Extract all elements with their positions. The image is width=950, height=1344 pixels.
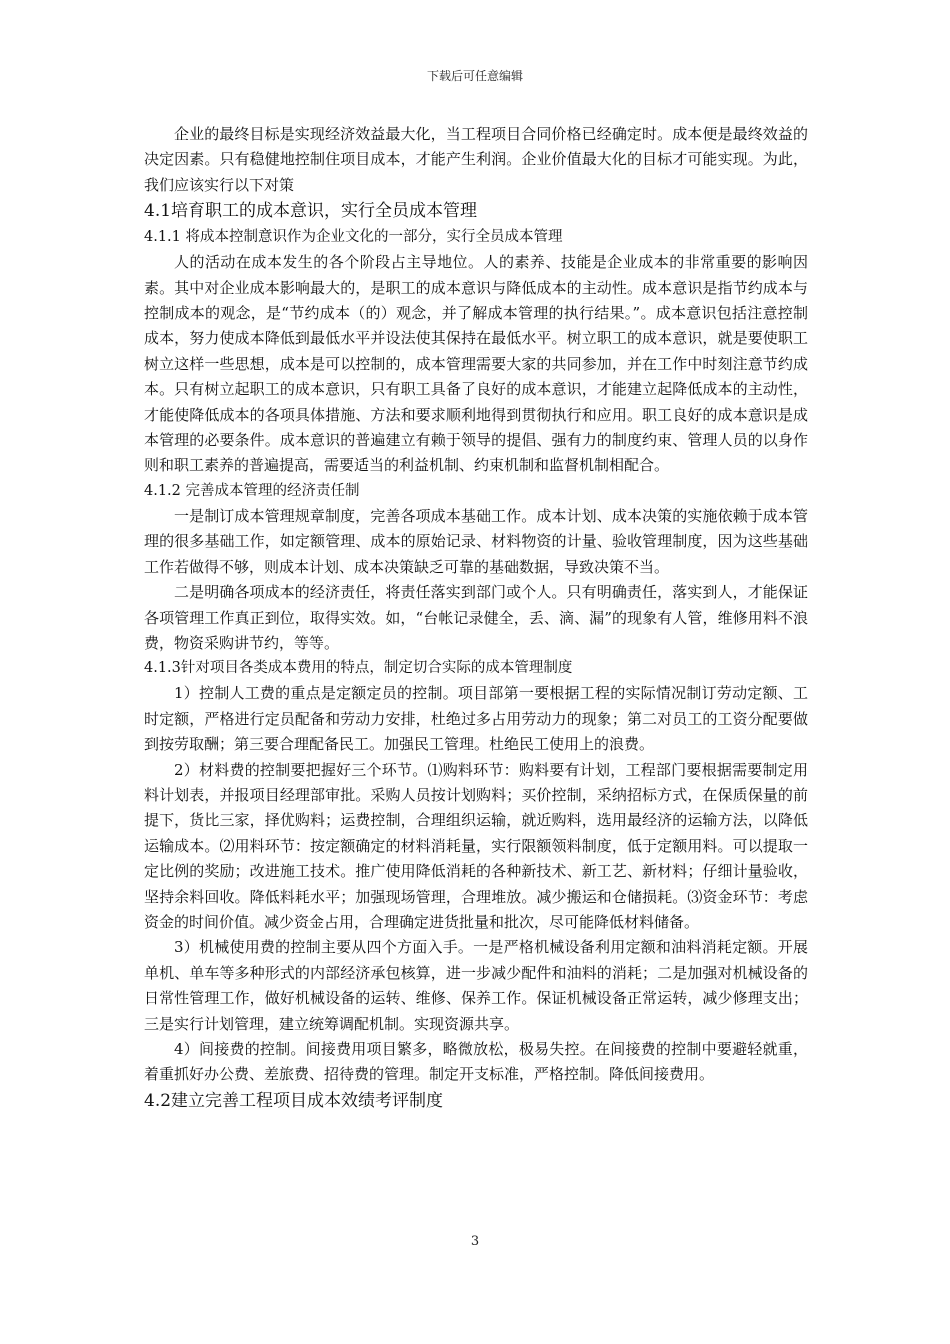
paragraph-rules: 一是制订成本管理规章制度，完善各项成本基础工作。成本计划、成本决策的实施依赖于成本管理的很多基础工作，如定额管理、成本的原始记录、材料物资的计量、验收管理制度，因为这些基础工作若做得不够，则成本计划、成本决策缺乏可靠的基础数据，导致决策不当。 <box>144 506 808 576</box>
paragraph-intro: 企业的最终目标是实现经济效益最大化，当工程项目合同价格已经确定时。成本便是最终效益的决定因素。只有稳健地控制住项目成本，才能产生利润。企业价值最大化的目标才可能实现。为此，我们应该实行以下对策 <box>144 125 808 194</box>
paragraph-labor-cost: 1）控制人工费的重点是定额定员的控制。项目部第一要根据工程的实际情况制订劳动定额、工时定额，严格进行定员配备和劳动力安排，杜绝过多占用劳动力的现象；第二对员工的工资分配要做到按劳取酬；第三要合理配备民工。加强民工管理。杜绝民工使用上的浪费。 <box>144 684 808 754</box>
paragraph-indirect-cost: 4）间接费的控制。间接费用项目繁多，略微放松，极易失控。在间接费的控制中要避轻就重，着重抓好办公费、差旅费、招待费的管理。制定开支标准，严格控制。降低间接费用。 <box>144 1040 808 1084</box>
section-heading-4-2: 4.2建立完善工程项目成本效绩考评制度 <box>144 1090 444 1111</box>
section-heading-4-1: 4.1培育职工的成本意识，实行全员成本管理 <box>144 201 478 222</box>
paragraph-machinery-cost: 3）机械使用费的控制主要从四个方面入手。一是严格机械设备利用定额和油料消耗定额。开展单机、单车等多种形式的内部经济承包核算，进一步减少配件和油料的消耗；二是加强对机械设备的日常性管理工作，做好机械设备的运转、维修、保养工作。保证机械设备正常运转，减少修理支出；三是实行计划管理，建立统筹调配机制。实现资源共享。 <box>144 938 808 1033</box>
paragraph-cost-awareness: 人的活动在成本发生的各个阶段占主导地位。人的素养、技能是企业成本的非常重要的影响因素。其中对企业成本影响最大的，是职工的成本意识与降低成本的主动性。成本意识是指节约成本与控制成本的观念，是“节约成本（的）观念，并了解成本管理的执行结果。”。成本意识包括注意控制成本，努力使成本降低到最低水平并设法使其保持在最低水平。树立职工的成本意识，就是要使职工树立这样一些思想，成本是可以控制的，成本管理需要大家的共同参加，并在工作中时刻注意节约成本。只有树立起职工的成本意识，只有职工具备了良好的成本意识，才能建立起降低成本的主动性，才能使降低成本的各项具体措施、方法和要求顺利地得到贯彻执行和应用。职工良好的成本意识是成本管理的必要条件。成本意识的普遍建立有赖于领导的提倡、强有力的制度约束、管理人员的以身作则和职工素养的普遍提高，需要适当的利益机制、约束机制和监督机制相配合。 <box>144 253 808 475</box>
paragraph-material-cost: 2）材料费的控制要把握好三个环节。⑴购料环节：购料要有计划，工程部门要根据需要制定用料计划表，并报项目经理部审批。采购人员按计划购料；买价控制，采纳招标方式，在保质保量的前提下，货比三家，择优购料；运费控制，合理组织运输，就近购料，选用最经济的运输方法，以降低运输成本。⑵用料环节：按定额确定的材料消耗量，实行限额领料制度，低于定额用料。可以提取一定比例的奖励；改进施工技术。推广使用降低消耗的各种新技术、新工艺、新材料；仔细计量验收，坚持余料回收。降低料耗水平；加强现场管理，合理堆放。减少搬运和仓储损耗。⑶资金环节：考虑资金的时间价值。减少资金占用，合理确定进货批量和批次，尽可能降低材料储备。 <box>144 760 808 931</box>
page-header: 下载后可任意编辑 <box>426 69 523 83</box>
subsection-heading-4-1-2: 4.1.2 完善成本管理的经济责任制 <box>144 482 360 499</box>
document-body <box>144 122 808 1115</box>
subsection-heading-4-1-1: 4.1.1 将成本控制意识作为企业文化的一部分，实行全员成本管理 <box>144 229 563 246</box>
subsection-heading-4-1-3: 4.1.3针对项目各类成本费用的特点，制定切合实际的成本管理制度 <box>144 660 573 677</box>
page-number: 3 <box>470 1234 480 1249</box>
paragraph-responsibility: 二是明确各项成本的经济责任，将责任落实到部门或个人。只有明确责任，落实到人，才能保证各项管理工作真正到位，取得实效。如，“台帐记录健全，丢、滴、漏”的现象有人管，维修用料不浪费，物资采购讲节约，等等。 <box>144 583 808 652</box>
